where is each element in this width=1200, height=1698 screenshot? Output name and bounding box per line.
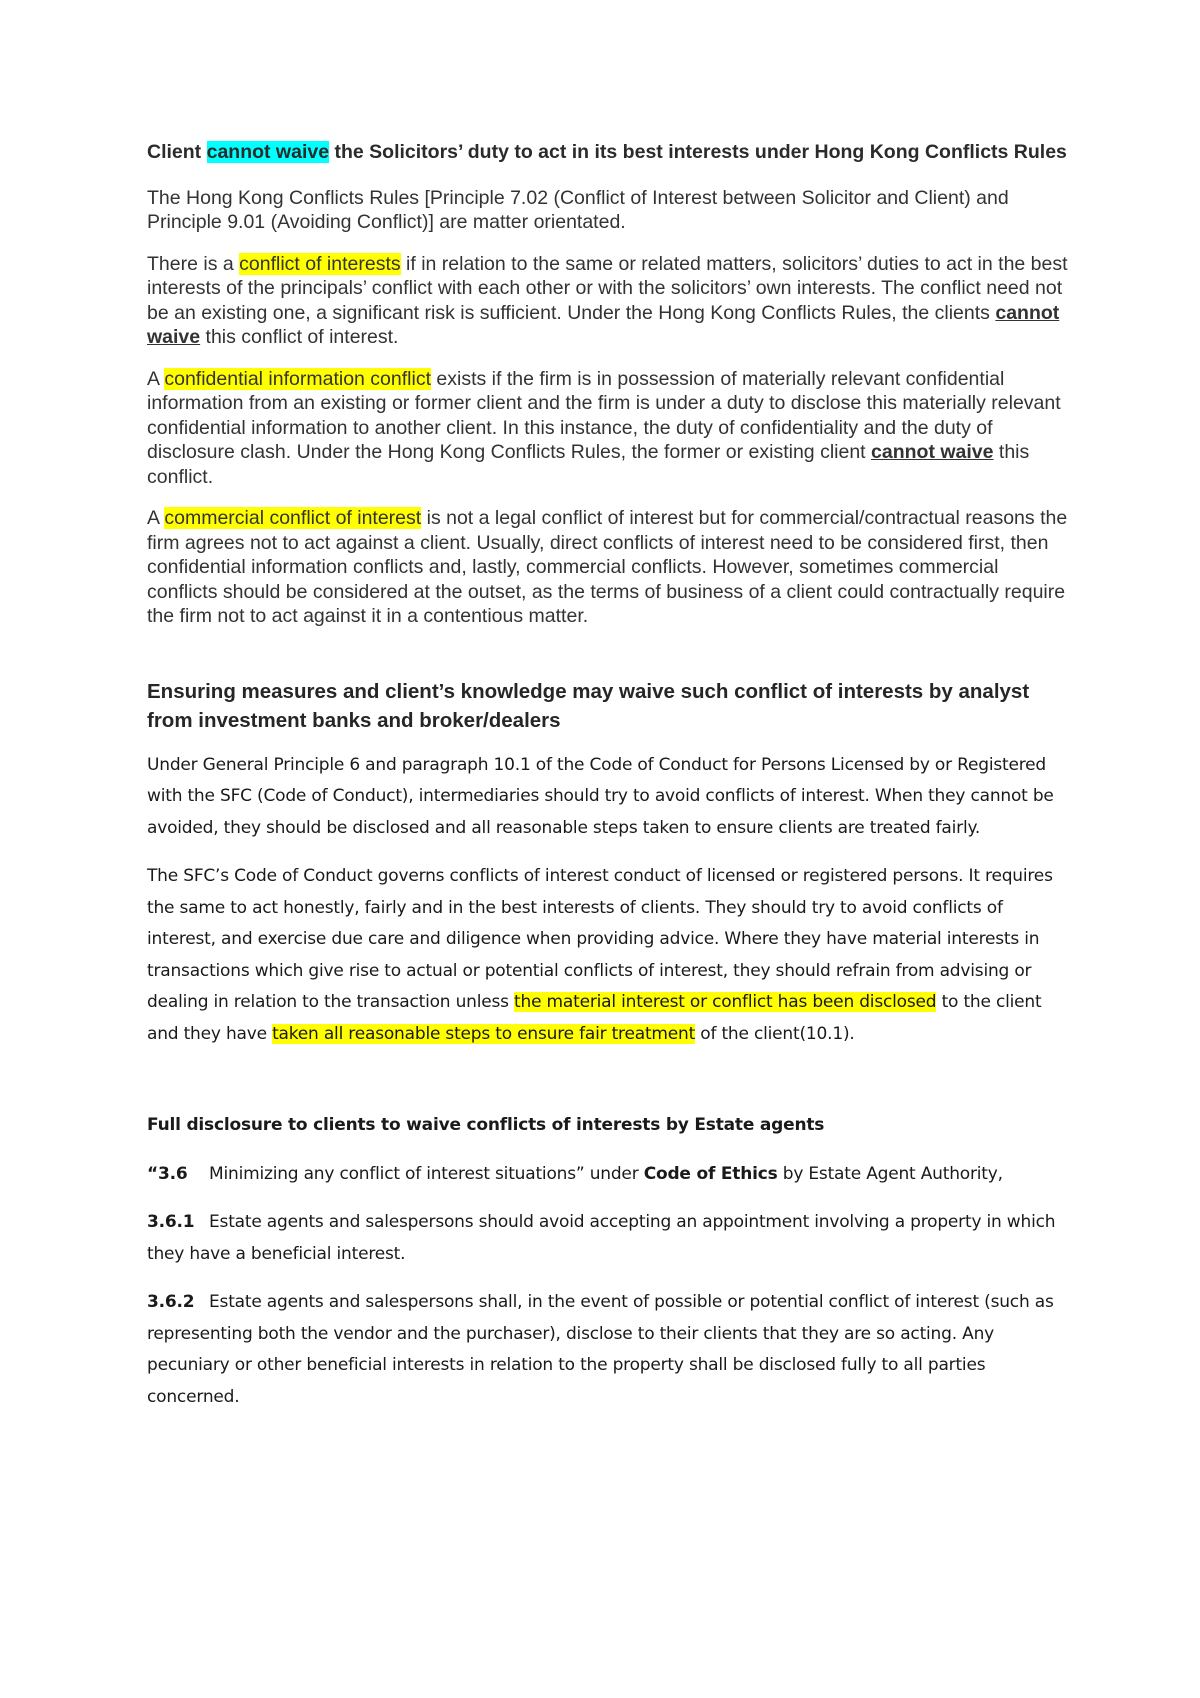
text-run: of the client(10.1). xyxy=(695,1023,855,1044)
text-run: There is a xyxy=(147,252,240,275)
section-solicitors xyxy=(147,140,1072,629)
section-heading-solicitors xyxy=(147,140,1072,165)
clause-number: 3.6.2 xyxy=(147,1292,195,1312)
text-run: this conflict. xyxy=(147,441,1030,488)
heading-text: Client xyxy=(147,141,207,163)
heading-text: the Solicitors’ duty to act in its best interests under Hong Kong Conflicts Rules xyxy=(329,141,1067,163)
clause-text: Estate agents and salespersons should avoid accepting an appointment involving a property in which they have a beneficial interest. xyxy=(147,1212,1056,1264)
code-of-ethics-label: Code of Ethics xyxy=(643,1163,778,1184)
highlighted-cannot-waive: cannot waive xyxy=(206,141,330,163)
document-body xyxy=(147,140,1072,1430)
highlight-commercial-conflict: commercial conflict of interest xyxy=(164,507,422,529)
text-run: The SFC’s Code of Conduct governs conflicts of interest conduct of licensed or registered persons. It requires the same to act honestly, fairly and in the best interests of clients. They should try to avoid conflicts of interest, and exercise due care and diligence when providing advice. Where they have material interests in transactions which give rise to actual or potential conflicts of interest, they should refrain from advising or dealing in relation to the transaction unless xyxy=(147,866,1053,1012)
text-run: A xyxy=(147,367,165,390)
text-run: A xyxy=(147,507,165,529)
text-run: by Estate Agent Authority, xyxy=(777,1163,1003,1184)
section-heading-estate-agents: Full disclosure to clients to waive conflicts of interests by Estate agents xyxy=(147,1115,825,1135)
highlight-conflict-of-interests: conflict of interests xyxy=(239,252,401,275)
text-run: Minimizing any conflict of interest situations” under xyxy=(209,1163,644,1184)
highlight-reasonable-steps: taken all reasonable steps to ensure fair treatment xyxy=(272,1023,696,1044)
section-heading-investment-banks: Ensuring measures and client’s knowledge may waive such conflict of interests by analyst from investment banks and broker/dealers xyxy=(147,679,1030,732)
paragraph xyxy=(147,367,1072,490)
paragraph xyxy=(147,506,1072,629)
section-body xyxy=(147,750,1072,1051)
text-run: if in relation to the same or related matters, solicitors’ duties to act in the best interests of the principals’ conflict with each other or with the solicitors’ own interests. The conflict need not be an existing one, a significant risk is sufficient. Under the Hong Kong Conflicts Rules, the clients xyxy=(147,252,1068,324)
clause-3-6-1 xyxy=(147,1207,1072,1270)
section-investment-banks xyxy=(147,677,1072,1051)
clause-number: 3.6.1 xyxy=(147,1212,195,1232)
highlight-confidential-information-conflict: confidential information conflict xyxy=(164,367,431,390)
bold-underline-cannot-waive: cannot waive xyxy=(871,441,994,463)
highlight-material-interest-disclosed: the material interest or conflict has been disclosed xyxy=(514,992,937,1012)
bold-underline-cannot-waive: cannot waive xyxy=(147,301,1060,348)
code-of-ethics-quote xyxy=(147,1159,1072,1191)
clause-number: “3.6 xyxy=(147,1163,188,1184)
clause-3-6-2 xyxy=(147,1287,1072,1413)
paragraph: The Hong Kong Conflicts Rules [Principle 7.02 (Conflict of Interest between Solicitor and Client) and Principle 9.01 (Avoiding Conflict)] are matter orientated. xyxy=(147,186,1009,233)
text-run: exists if the firm is in possession of materially relevant confidential information from an existing or former client and the firm is under a duty to disclose this materially relevant confidential information to another client. In this instance, the duty of confidentiality and the duty of disclosure clash. Under the Hong Kong Conflicts Rules, the former or existing client xyxy=(147,367,1061,463)
section-estate-agents xyxy=(147,1110,1072,1413)
paragraph: Under General Principle 6 and paragraph 10.1 of the Code of Conduct for Persons Licensed by or Registered with the SFC (Code of Conduct), intermediaries should try to avoid conflicts of interest. When they cannot be avoided, they should be disclosed and all reasonable steps taken to ensure clients are treated fairly. xyxy=(147,754,1054,838)
text-run: is not a legal conflict of interest but for commercial/contractual reasons the firm agrees not to act against a client. Usually, direct conflicts of interest need to be considered first, then confidential information conflicts and, lastly, commercial conflicts. However, sometimes commercial conflicts should be considered at the outset, as the terms of business of a client could contractually require the firm not to act against it in a contentious matter. xyxy=(147,507,1068,627)
text-run: to the client and they have xyxy=(147,992,1042,1044)
text-run: this conflict of interest. xyxy=(200,326,399,348)
paragraph xyxy=(147,252,1072,350)
paragraph xyxy=(147,861,1072,1050)
clause-text: Estate agents and salespersons shall, in the event of possible or potential conflict of interest (such as representing both the vendor and the purchaser), disclose to their clients that they are so acting. Any pecuniary or other beneficial interests in relation to the property shall be disclosed fully to all parties concerned. xyxy=(147,1292,1054,1407)
